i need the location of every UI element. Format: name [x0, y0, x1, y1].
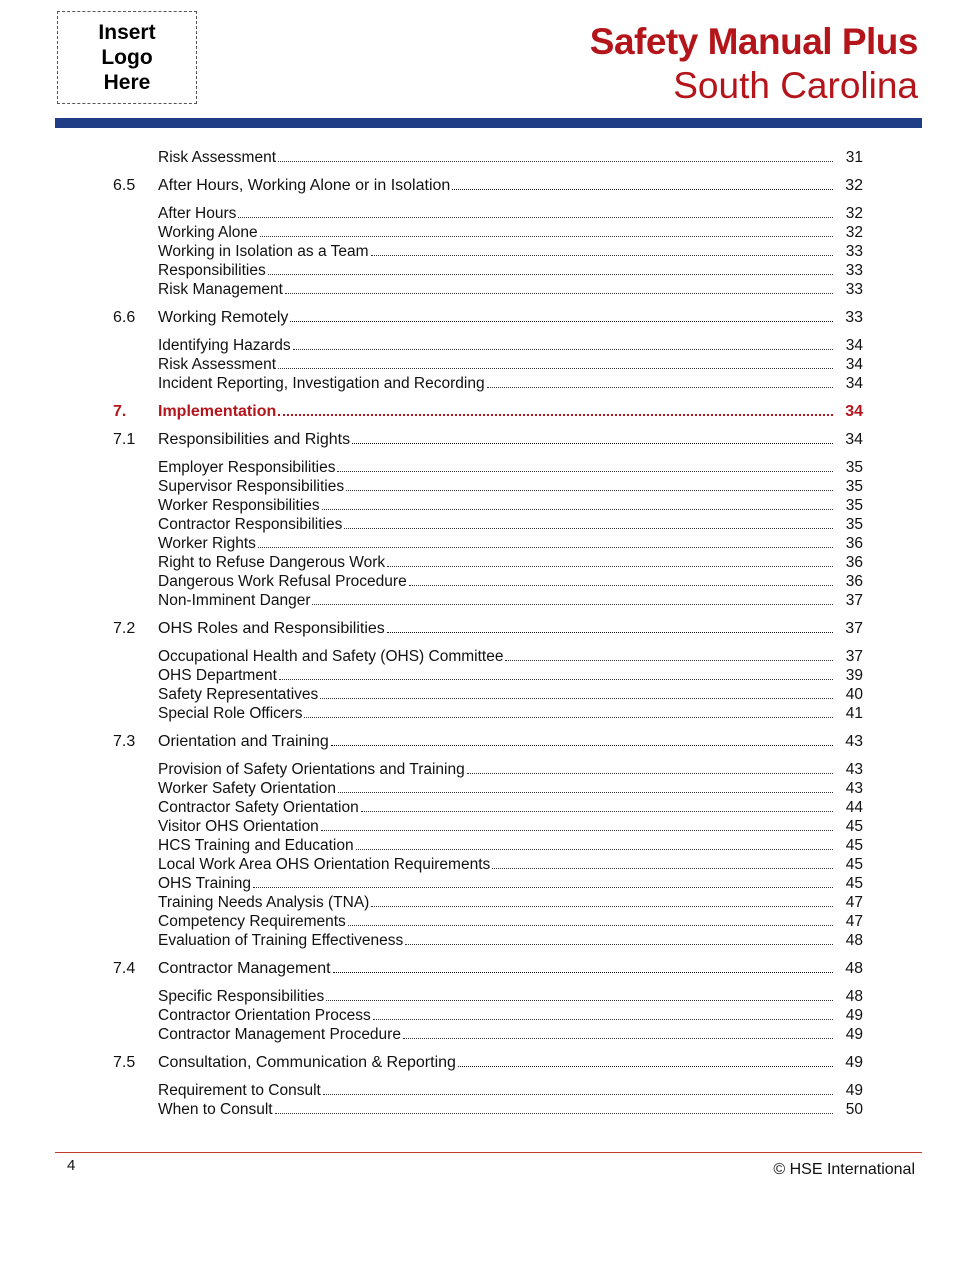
- toc-entry-body: [158, 336, 835, 355]
- dot-leader: [258, 546, 833, 548]
- toc-entry-title: Risk Management: [158, 281, 283, 298]
- toc-entry-page: 47: [845, 913, 863, 930]
- toc-entry[interactable]: [0, 374, 980, 393]
- dot-leader: [238, 216, 833, 218]
- toc-entry[interactable]: [0, 458, 980, 477]
- dot-leader: [285, 292, 833, 294]
- toc-entry[interactable]: [0, 280, 980, 299]
- dot-leader: [352, 442, 833, 444]
- dot-leader: [260, 235, 833, 237]
- toc-entry[interactable]: [0, 647, 980, 666]
- toc-entry-body: [158, 261, 835, 280]
- dot-leader: [278, 367, 833, 369]
- toc-entry-number: 7.2: [113, 620, 136, 637]
- toc-entry[interactable]: [0, 760, 980, 779]
- toc-entry-page: 34: [845, 356, 863, 373]
- toc-entry-title: Non-Imminent Danger: [158, 592, 311, 609]
- page-number: 4: [67, 1157, 76, 1174]
- toc-entry-page: 34: [845, 403, 863, 420]
- toc-entry-page: 44: [845, 799, 863, 816]
- toc-entry-body: [158, 912, 835, 931]
- toc-entry-page: 50: [845, 1101, 863, 1118]
- toc-entry-title: Contractor Management Procedure: [158, 1026, 401, 1043]
- toc-entry-title: Requirement to Consult: [158, 1082, 321, 1099]
- dot-leader: [268, 273, 833, 275]
- toc-entry[interactable]: [0, 836, 980, 855]
- toc-entry-body: [158, 430, 835, 449]
- dot-leader: [356, 848, 833, 850]
- toc-entry-title: Special Role Officers: [158, 705, 303, 722]
- toc-entry-number: 7.3: [113, 733, 136, 750]
- dot-leader: [253, 886, 833, 888]
- dot-leader: [403, 1037, 833, 1039]
- toc-entry[interactable]: [0, 261, 980, 280]
- toc-entry[interactable]: [0, 732, 980, 751]
- toc-entry-body: [158, 242, 835, 261]
- dot-leader: [326, 999, 833, 1001]
- toc-entry-body: [158, 798, 835, 817]
- toc-entry-number: 6.6: [113, 309, 136, 326]
- toc-entry[interactable]: [0, 223, 980, 242]
- toc-entry[interactable]: [0, 336, 980, 355]
- toc-entry-title: Consultation, Communication & Reporting: [158, 1054, 456, 1071]
- toc-entry[interactable]: [0, 1025, 980, 1044]
- toc-entry-body: [158, 280, 835, 299]
- toc-entry-body: [158, 308, 835, 327]
- toc-entry-page: 35: [845, 459, 863, 476]
- toc-entry[interactable]: [0, 666, 980, 685]
- toc-entry-body: [158, 855, 835, 874]
- dot-leader: [371, 905, 833, 907]
- toc-entry-title: Working Alone: [158, 224, 258, 241]
- toc-entry-number: 7.: [113, 403, 127, 420]
- toc-entry-page: 40: [845, 686, 863, 703]
- dot-leader: [337, 470, 833, 472]
- toc-entry-body: [158, 931, 835, 950]
- toc-entry-page: 48: [845, 932, 863, 949]
- dot-leader: [346, 489, 833, 491]
- toc-entry[interactable]: [0, 959, 980, 978]
- toc-entry-page: 49: [845, 1026, 863, 1043]
- toc-entry-page: 34: [845, 337, 863, 354]
- toc-entry-number: 7.4: [113, 960, 136, 977]
- toc-entry[interactable]: [0, 355, 980, 374]
- toc-entry-title: Competency Requirements: [158, 913, 346, 930]
- dot-leader: [275, 1112, 833, 1114]
- toc-entry-page: 35: [845, 497, 863, 514]
- toc-entry-page: 33: [845, 309, 863, 326]
- toc-entry[interactable]: [0, 402, 980, 421]
- dot-leader: [333, 971, 833, 973]
- toc-entry-body: [158, 959, 835, 978]
- dot-leader: [304, 716, 833, 718]
- toc-entry-body: [158, 732, 835, 751]
- toc-entry[interactable]: [0, 893, 980, 912]
- toc-entry-page: 34: [845, 431, 863, 448]
- toc-entry-body: [158, 176, 835, 195]
- toc-entry-body: [158, 1100, 835, 1119]
- toc-entry-page: 48: [845, 988, 863, 1005]
- dot-leader: [452, 188, 833, 190]
- toc-entry-page: 45: [845, 818, 863, 835]
- toc-entry-number: 7.5: [113, 1054, 136, 1071]
- toc-entry-body: [158, 836, 835, 855]
- dot-leader: [279, 678, 833, 680]
- toc-entry-title: Employer Responsibilities: [158, 459, 336, 476]
- toc-entry-body: [158, 355, 835, 374]
- toc-entry-title: OHS Roles and Responsibilities: [158, 620, 385, 637]
- toc-entry-page: 34: [845, 375, 863, 392]
- toc-entry-page: 37: [845, 592, 863, 609]
- toc-entry-body: [158, 647, 835, 666]
- toc-entry-body: [158, 666, 835, 685]
- dot-leader: [321, 829, 833, 831]
- toc-entry[interactable]: [0, 148, 980, 167]
- toc-entry-title: Worker Responsibilities: [158, 497, 320, 514]
- dot-leader: [487, 386, 833, 388]
- dot-leader: [505, 659, 833, 661]
- dot-leader: [338, 791, 833, 793]
- toc-entry[interactable]: [0, 176, 980, 195]
- dot-leader: [312, 603, 833, 605]
- toc-entry-body: [158, 1053, 835, 1072]
- toc-entry-title: Training Needs Analysis (TNA): [158, 894, 370, 911]
- toc-entry-page: 43: [845, 780, 863, 797]
- toc-entry-title: OHS Training: [158, 875, 252, 892]
- dot-leader: [278, 413, 833, 416]
- toc-entry[interactable]: [0, 204, 980, 223]
- toc-entry-title: Contractor Responsibilities: [158, 516, 343, 533]
- toc-entry[interactable]: [0, 591, 980, 610]
- toc-entry-page: 37: [845, 620, 863, 637]
- toc-entry[interactable]: [0, 685, 980, 704]
- toc-entry[interactable]: [0, 704, 980, 723]
- toc-entry-page: 48: [845, 960, 863, 977]
- toc-entry-page: 49: [845, 1054, 863, 1071]
- copyright-notice: © HSE International: [773, 1161, 915, 1178]
- toc-entry-page: 35: [845, 516, 863, 533]
- toc-entry-title: Working in Isolation as a Team: [158, 243, 369, 260]
- toc-entry-body: [158, 402, 835, 421]
- document-title: Safety Manual Plus: [589, 21, 918, 62]
- toc-entry[interactable]: [0, 987, 980, 1006]
- toc-entry[interactable]: [0, 308, 980, 327]
- toc-entry-title: Responsibilities and Rights: [158, 431, 351, 448]
- toc-entry-title: Orientation and Training: [158, 733, 329, 750]
- toc-entry-title: Incident Reporting, Investigation and Recording: [158, 375, 485, 392]
- document-subtitle: South Carolina: [673, 65, 918, 106]
- toc-entry-body: [158, 223, 835, 242]
- dot-leader: [405, 943, 833, 945]
- toc-entry-body: [158, 817, 835, 836]
- dot-leader: [278, 160, 833, 162]
- toc-entry-page: 45: [845, 856, 863, 873]
- toc-entry-title: When to Consult: [158, 1101, 273, 1118]
- toc-entry-title: After Hours, Working Alone or in Isolation: [158, 177, 451, 194]
- dot-leader: [409, 584, 833, 586]
- toc-entry-number: 7.1: [113, 431, 136, 448]
- toc-entry-title: Evaluation of Training Effectiveness: [158, 932, 404, 949]
- dot-leader: [387, 631, 833, 633]
- toc-entry-body: [158, 704, 835, 723]
- dot-leader: [290, 320, 833, 322]
- toc-entry-title: Contractor Safety Orientation: [158, 799, 359, 816]
- toc-entry-page: 36: [845, 573, 863, 590]
- dot-leader: [320, 697, 833, 699]
- dot-leader: [458, 1065, 833, 1067]
- toc-entry-body: [158, 685, 835, 704]
- footer-divider: [55, 1152, 922, 1153]
- toc-entry-title: Working Remotely: [158, 309, 289, 326]
- document-brand: [590, 20, 918, 108]
- toc-entry-body: [158, 572, 835, 591]
- toc-entry-title: OHS Department: [158, 667, 277, 684]
- toc-entry-body: [158, 204, 835, 223]
- toc-entry-body: [158, 893, 835, 912]
- toc-entry-page: 45: [845, 837, 863, 854]
- toc-entry[interactable]: [0, 572, 980, 591]
- toc-entry-title: Local Work Area OHS Orientation Requirements: [158, 856, 491, 873]
- toc-entry-page: 35: [845, 478, 863, 495]
- toc-entry-body: [158, 458, 835, 477]
- toc-entry-title: Risk Assessment: [158, 356, 277, 373]
- toc-entry-title: Worker Safety Orientation: [158, 780, 337, 797]
- dot-leader: [373, 1018, 833, 1020]
- toc-entry-title: Responsibilities: [158, 262, 266, 279]
- toc-entry-body: [158, 1081, 835, 1100]
- toc-entry-page: 49: [845, 1082, 863, 1099]
- toc-entry[interactable]: [0, 817, 980, 836]
- toc-entry-title: Safety Representatives: [158, 686, 319, 703]
- toc-entry-page: 39: [845, 667, 863, 684]
- toc-entry-title: Provision of Safety Orientations and Training: [158, 761, 465, 778]
- toc-entry-body: [158, 779, 835, 798]
- header-bar: [55, 118, 922, 128]
- toc-entry[interactable]: [0, 496, 980, 515]
- dot-leader: [361, 810, 833, 812]
- toc-entry-title: Specific Responsibilities: [158, 988, 325, 1005]
- dot-leader: [293, 348, 833, 350]
- toc-entry-title: Supervisor Responsibilities: [158, 478, 345, 495]
- toc-entry-body: [158, 591, 835, 610]
- toc-entry-title: Dangerous Work Refusal Procedure: [158, 573, 407, 590]
- toc-entry-body: [158, 515, 835, 534]
- dot-leader: [331, 744, 833, 746]
- toc-entry[interactable]: [0, 242, 980, 261]
- toc-entry[interactable]: [0, 798, 980, 817]
- toc-entry-title: After Hours: [158, 205, 237, 222]
- toc-entry-body: [158, 619, 835, 638]
- toc-entry-body: [158, 874, 835, 893]
- toc-entry[interactable]: [0, 1100, 980, 1119]
- toc-entry-body: [158, 553, 835, 572]
- toc-entry[interactable]: [0, 515, 980, 534]
- toc-entry-page: 32: [845, 224, 863, 241]
- toc-entry-title: Identifying Hazards: [158, 337, 291, 354]
- toc-entry-body: [158, 534, 835, 553]
- toc-entry[interactable]: [0, 1081, 980, 1100]
- toc-entry-body: [158, 1025, 835, 1044]
- toc-entry-page: 37: [845, 648, 863, 665]
- toc-entry-page: 32: [845, 205, 863, 222]
- dot-leader: [492, 867, 833, 869]
- toc-entry[interactable]: [0, 874, 980, 893]
- dot-leader: [348, 924, 833, 926]
- toc-entry-title: Right to Refuse Dangerous Work: [158, 554, 386, 571]
- toc-entry-page: 33: [845, 281, 863, 298]
- toc-entry-page: 49: [845, 1007, 863, 1024]
- toc-entry-page: 41: [845, 705, 863, 722]
- toc-entry-body: [158, 148, 835, 167]
- toc-entry[interactable]: [0, 430, 980, 449]
- dot-leader: [323, 1093, 833, 1095]
- toc-entry-title: Occupational Health and Safety (OHS) Committee: [158, 648, 504, 665]
- toc-entry-page: 45: [845, 875, 863, 892]
- toc-entry[interactable]: [0, 619, 980, 638]
- toc-entry-title: Contractor Management: [158, 960, 331, 977]
- toc-entry-page: 47: [845, 894, 863, 911]
- toc-entry-title: Worker Rights: [158, 535, 256, 552]
- toc-entry[interactable]: [0, 534, 980, 553]
- dot-leader: [467, 772, 833, 774]
- toc-entry[interactable]: [0, 912, 980, 931]
- dot-leader: [387, 565, 833, 567]
- dot-leader: [371, 254, 833, 256]
- dot-leader: [344, 527, 833, 529]
- toc-entry-page: 33: [845, 243, 863, 260]
- toc-entry-page: 36: [845, 554, 863, 571]
- toc-entry-title: Contractor Orientation Process: [158, 1007, 371, 1024]
- table-of-contents: [0, 148, 980, 1119]
- toc-entry-title: Risk Assessment: [158, 149, 277, 166]
- toc-entry[interactable]: [0, 855, 980, 874]
- toc-entry-body: [158, 760, 835, 779]
- dot-leader: [322, 508, 833, 510]
- toc-entry-page: 36: [845, 535, 863, 552]
- toc-entry[interactable]: [0, 553, 980, 572]
- toc-entry-title: HCS Training and Education: [158, 837, 354, 854]
- toc-entry-body: [158, 477, 835, 496]
- toc-entry-body: [158, 496, 835, 515]
- toc-entry-page: 31: [845, 149, 863, 166]
- toc-entry[interactable]: [0, 477, 980, 496]
- toc-entry[interactable]: [0, 931, 980, 950]
- logo-placeholder: Insert Logo Here: [57, 11, 197, 104]
- toc-entry-page: 43: [845, 733, 863, 750]
- toc-entry[interactable]: [0, 779, 980, 798]
- toc-entry-body: [158, 374, 835, 393]
- toc-entry-number: 6.5: [113, 177, 136, 194]
- toc-entry-title: Implementation: [158, 403, 277, 420]
- toc-entry[interactable]: [0, 1053, 980, 1072]
- toc-entry-page: 32: [845, 177, 863, 194]
- toc-entry-title: Visitor OHS Orientation: [158, 818, 319, 835]
- toc-entry[interactable]: [0, 1006, 980, 1025]
- toc-entry-body: [158, 1006, 835, 1025]
- toc-entry-body: [158, 987, 835, 1006]
- toc-entry-page: 33: [845, 262, 863, 279]
- toc-entry-page: 43: [845, 761, 863, 778]
